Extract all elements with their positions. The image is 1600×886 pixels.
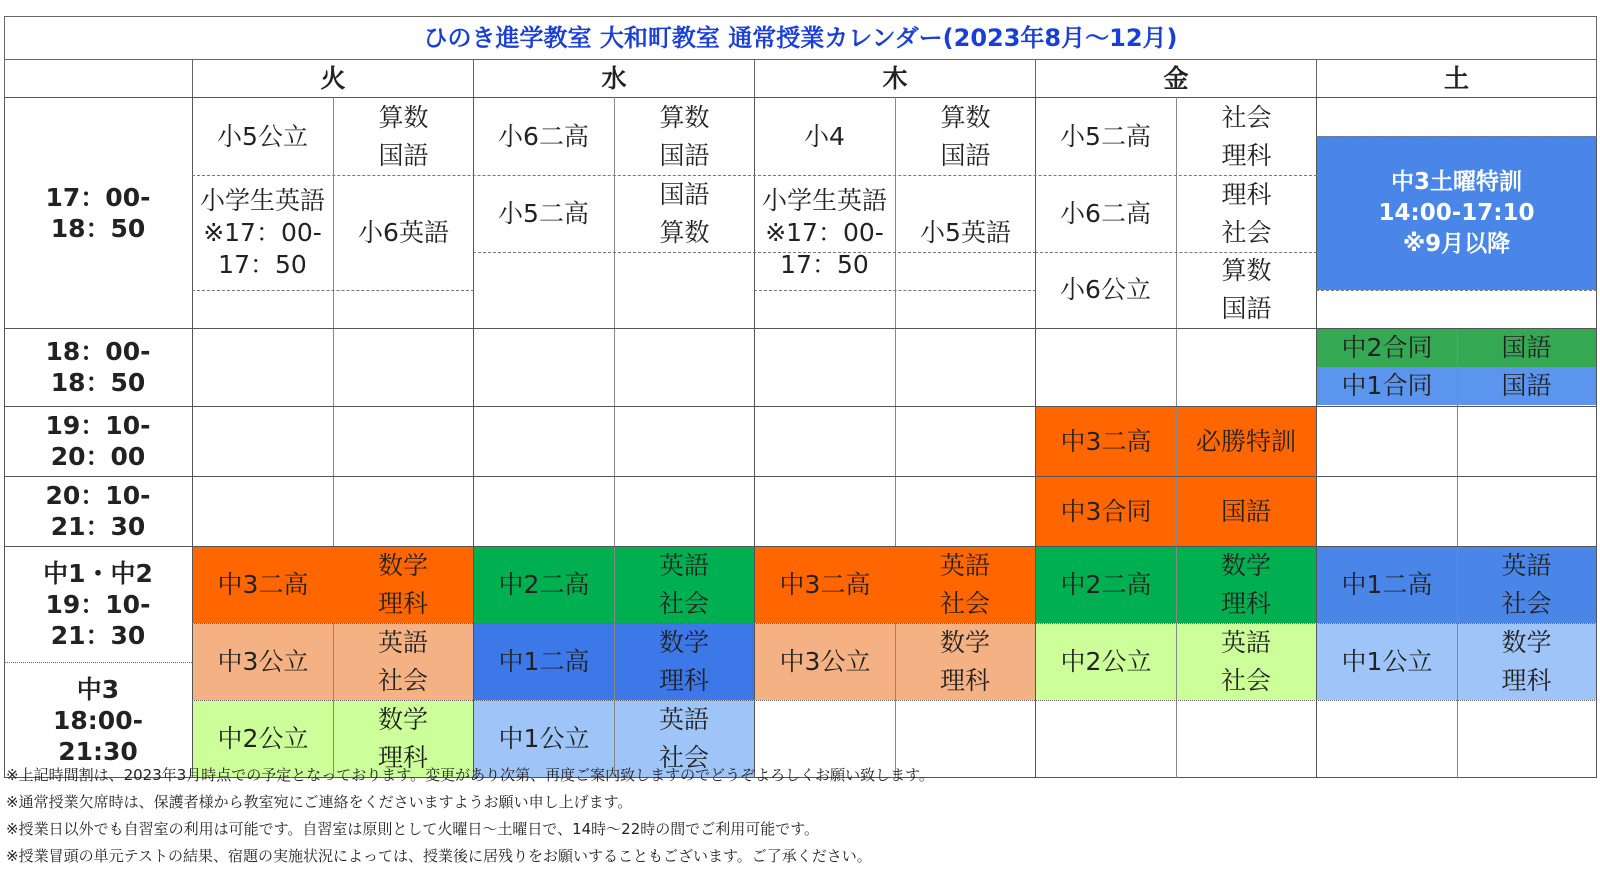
footnotes [6, 762, 934, 870]
class-name: 中2公立 [1036, 623, 1176, 700]
time-slot-1800: 18：00- 18：50 [45, 337, 151, 397]
class-name: 小学生英語 ※17：00- 17：50 [199, 185, 325, 279]
subject-name: 国語 [1457, 367, 1596, 405]
class-name: 中3公立 [755, 623, 895, 700]
class-name: 中3公立 [193, 623, 333, 700]
subject-name: 算数 国語 [659, 102, 710, 170]
time-slot-junior3: 中3 18:00- 21:30 [53, 674, 143, 766]
corner-cell [4, 59, 193, 98]
class-name: 中2合同 [1317, 329, 1457, 367]
class-name: 中1二高 [1317, 547, 1457, 623]
subject-name: 国語 [1176, 477, 1316, 546]
time-slot-1910: 19：10- 20：00 [45, 411, 151, 471]
subject-name: 小5英語 [920, 217, 1011, 247]
subject-name: 英語 社会 [333, 623, 473, 700]
subject-name: 数学 理科 [614, 623, 754, 700]
class-name: 小4 [804, 121, 845, 151]
subject-name: 数学 理科 [895, 623, 1035, 700]
class-name: 小5二高 [498, 198, 589, 228]
subject-name: 必勝特訓 [1176, 407, 1316, 476]
class-name: 中1合同 [1317, 367, 1457, 405]
class-name: 小6二高 [498, 121, 589, 151]
subject-name: 英語 社会 [895, 547, 1035, 623]
time-slot-junior12: 中1・中2 19：10- 21：30 [43, 558, 153, 650]
subject-name: 小6英語 [358, 217, 449, 247]
subject-name: 国語 算数 [659, 179, 710, 247]
day-header-thu: 木 [754, 59, 1036, 98]
subject-name: 算数 国語 [1221, 256, 1272, 323]
subject-name: 算数 国語 [940, 102, 991, 170]
class-name: 中1公立 [1317, 623, 1457, 700]
subject-name: 英語 社会 [1457, 547, 1596, 623]
class-name: 小学生英語 ※17：00- 17：50 [761, 185, 887, 279]
subject-name: 数学 理科 [1176, 547, 1316, 623]
class-name: 小6公立 [1060, 275, 1151, 304]
footnote: ※上記時間割は、2023年3月時点での予定となっております。変更があり次第、再度ご案内致しますのでどうぞよろしくお願い致します。 [6, 766, 934, 784]
footnote: ※授業日以外でも自習室の利用は可能です。自習室は原則として火曜日～土曜日で、14時～22時の間でご利用可能です。 [6, 820, 820, 838]
subject-name: 英語 社会 [614, 700, 754, 777]
subject-name: 国語 [1457, 329, 1596, 367]
class-name: 中2二高 [474, 547, 614, 623]
day-header-wed: 水 [473, 59, 755, 98]
day-header-tue: 火 [192, 59, 474, 98]
class-name: 中3二高 [1036, 407, 1176, 476]
class-name: 中3二高 [755, 547, 895, 623]
subject-name: 英語 社会 [1176, 623, 1316, 700]
subject-name: 算数 国語 [378, 102, 429, 170]
subject-name: 数学 理科 [333, 547, 473, 623]
class-name: 中3合同 [1036, 477, 1176, 546]
class-name: 中1二高 [474, 623, 614, 700]
subject-name: 数学 理科 [1457, 623, 1596, 700]
class-name: 中1公立 [474, 700, 614, 777]
subject-name: 社会 理科 [1221, 102, 1272, 170]
subject-name: 理科 社会 [1221, 179, 1272, 247]
class-name: 小5二高 [1060, 121, 1151, 151]
subject-name: 数学 理科 [333, 700, 473, 777]
time-slot-1700: 17：00- 18：50 [45, 183, 151, 243]
subject-name: 英語 社会 [614, 547, 754, 623]
class-name: 小5公立 [217, 121, 308, 151]
class-name: 中3二高 [193, 547, 333, 623]
day-header-fri: 金 [1035, 59, 1317, 98]
class-name: 中2二高 [1036, 547, 1176, 623]
class-name: 小6二高 [1060, 198, 1151, 228]
page-title: ひのき進学教室 大和町教室 通常授業カレンダー(2023年8月～12月) [4, 16, 1597, 60]
footnote: ※授業冒頭の単元テストの結果、宿題の実施状況によっては、授業後に居残りをお願いすることもございます。ご了承ください。 [6, 847, 872, 865]
saturday-special-class: 中3土曜特訓 14:00-17:10 ※9月以降 [1317, 136, 1596, 290]
day-header-sat: 土 [1316, 59, 1597, 98]
footnote: ※通常授業欠席時は、保護者様から教室宛にご連絡をくださいますようお願い申し上げます。 [6, 793, 633, 811]
time-slot-2010: 20：10- 21：30 [45, 481, 151, 541]
class-name: 中2公立 [193, 700, 333, 777]
